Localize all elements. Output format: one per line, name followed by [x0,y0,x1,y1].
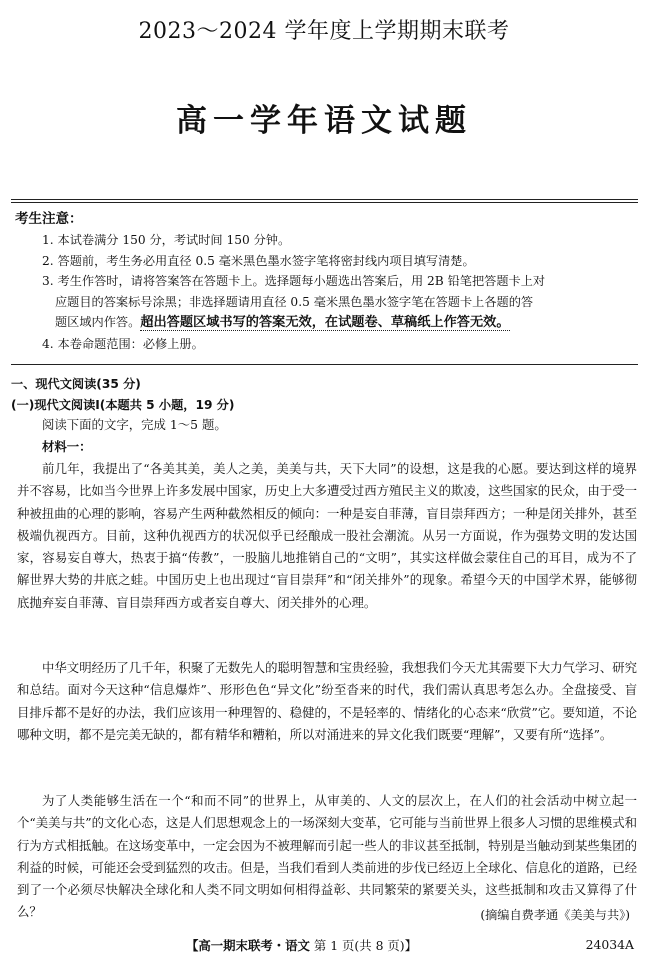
divider-bottom [11,364,638,365]
section-title: 一、现代文阅读(35 分) [11,377,141,391]
paragraph-text: 中华文明经历了几千年，积聚了无数先人的聪明智慧和宝贵经验，我想我们今天尤其需要下大力气学习、研究和总结。面对今天这种“信息爆炸”、形形色色“异文化”纷至沓来的时代，我们需认真思考怎么办。全盘接受、盲目排斥都不是好的办法，我们应该用一种理智的、稳健的，不是轻率的、情绪化的心态来“欣赏”它。要知道，不论哪种文明，都不是完美无缺的，都有精华和糟粕，所以对涌进来的异文化我们既要“理解”，又要有所“选择”。 [17,660,637,742]
material-label-block [17,436,637,458]
material-label: 材料一： [42,439,92,454]
paragraph-text: 为了人类能够生活在一个“和而不同”的世界上，从审美的、人文的层次上，在人们的社会活动中树立起一个“美美与共”的文化心态，这是人们思想观念上的一场深刻大变革，它可能与当前世界上很多人习惯的思维模式和行为方式相抵触。在这场变革中，一定会因为不被理解而引起一些人的非议甚至抵制，特别是当触动到某些集团的利益的时候，可能还会受到猛烈的攻击。但是，当我们看到人类前进的步伐已经迈上全球化、信息化的道路，已经到了一个必须尽快解决全球化和人类不同文明如何相得益彰、共同繁荣的紧要关头，这些抵制和攻击又算得了什么？ [17,793,637,920]
divider-top [11,199,638,200]
paragraph-2 [17,657,637,746]
notice-item: 4. 本卷命题范围：必修上册。 [42,336,204,351]
notice-item-continuation [42,312,638,334]
notice-list [42,230,638,354]
exam-title: 2023～2024 学年度上学期期末联考 [138,19,510,44]
exam-code: 24034A [585,937,634,952]
notice-item-text: 3. 考生作答时，请将答案答在答题卡上。选择题每小题选出答案后，用 2B 铅笔把答题卡上对 [42,274,546,288]
reading-instruction [17,414,637,436]
notice-item [42,271,638,334]
notice-warning: 超出答题区域书写的答案无效，在试题卷、草稿纸上作答无效。 [140,315,510,330]
notice-item: 1. 本试卷满分 150 分，考试时间 150 分钟。 [42,233,291,247]
notice-item-continuation: 应题目的答案标号涂黑；非选择题请用直径 0.5 毫米黑色墨水签字笔在答题卡上各题的答 [55,294,534,309]
source-citation: (摘编自费孝通《美美与共》) [480,908,630,922]
paragraph-text: 前几年，我提出了“各美其美，美人之美，美美与共，天下大同”的设想，这是我的心愿。要达到这样的境界并不容易，比如当今世界上许多发展中国家，历史上大多遭受过西方殖民主义的欺凌，这些国家的民众，由于受一种被扭曲的心理的影响，容易产生两种截然相反的倾向：一种是妄自菲薄，盲目崇拜西方；一种是闭关排外，甚至极端仇视西方。目前，这种仇视西方的状况似乎已经酿成一股社会潮流。从另一方面说，作为强势文明的发达国家，容易妄自尊大，热衷于搞“传教”，一股脑儿地推销自己的“文明”，其实这样做会蒙住自己的耳目，成为不了解世界大势的井底之蛙。中国历史上也出现过“盲目崇拜”和“闭关排外”的现象。希望今天的中国学术界，能够彻底抛弃妄自菲薄、盲目崇拜西方或者妄自尊大、闭关排外的心理。 [17,461,637,610]
divider-top-double [11,202,638,203]
paragraph-1 [17,458,637,614]
notice-item-text: 题区域内作答。 [55,315,141,329]
footer-label: 【高一期末联考・语文 [186,938,310,953]
instruction-text: 阅读下面的文字，完成 1～5 题。 [42,417,227,432]
subject-title: 高一学年语文试题 [176,103,472,139]
footer-page-number: 第 1 页(共 8 页)】 [313,938,418,953]
notice-heading: 考生注意： [15,211,83,227]
notice-item: 2. 答题前，考生务必用直径 0.5 毫米黑色墨水签字笔将密封线内项目填写清楚。 [42,253,475,268]
page-footer [186,936,417,954]
paragraph-3 [17,790,637,924]
subsection-title: (一)现代文阅读Ⅰ(本题共 5 小题，19 分) [11,398,235,412]
